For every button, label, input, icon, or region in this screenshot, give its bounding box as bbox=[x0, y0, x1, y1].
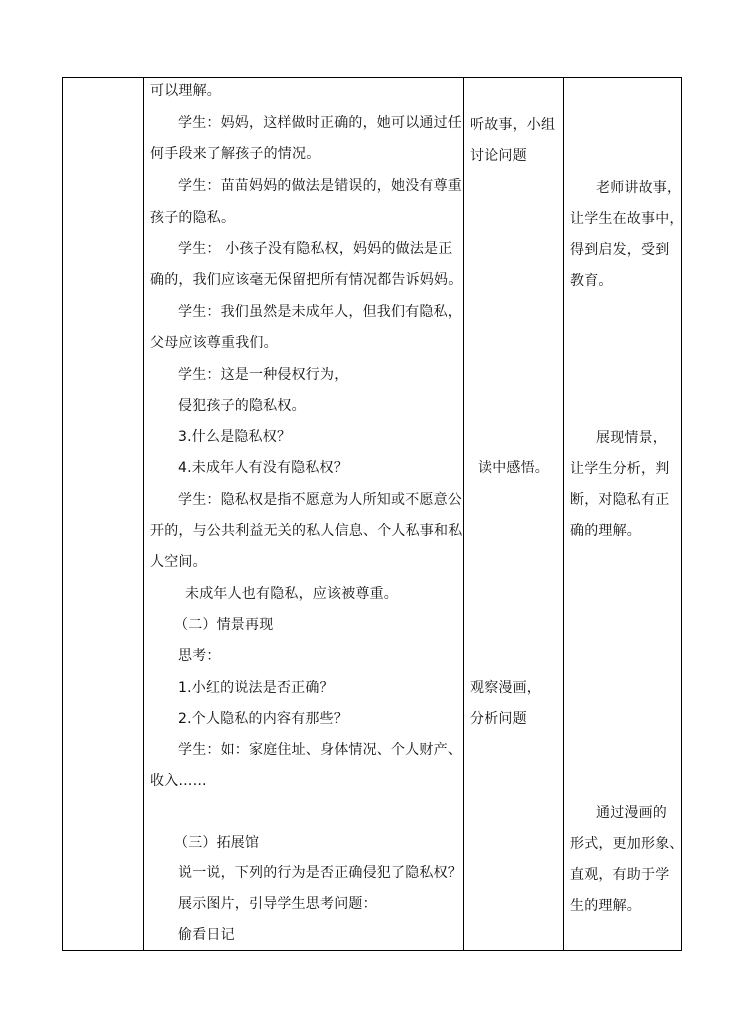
student-activity-cell bbox=[464, 78, 562, 950]
text-line: 1.小红的说法是否正确？ bbox=[178, 680, 334, 696]
text-line: 讨论问题 bbox=[470, 148, 527, 164]
text-line: 3.什么是隐私权？ bbox=[178, 429, 292, 445]
text-line: 直观，有助于学 bbox=[570, 867, 670, 883]
section-heading: （二）情景再现 bbox=[174, 617, 274, 633]
text-line: 得到启发，受到 bbox=[570, 242, 670, 258]
text-line: 未成年人也有隐私，应该被尊重。 bbox=[185, 586, 398, 602]
text-line: 确的，我们应该毫无保留把所有情况都告诉妈妈。 bbox=[150, 272, 463, 288]
text-line: 分析问题 bbox=[470, 711, 527, 727]
text-line: 收入…… bbox=[150, 773, 207, 789]
teaching-process-cell bbox=[144, 78, 462, 950]
text-line: 父母应该尊重我们。 bbox=[150, 335, 278, 351]
text-line: 可以理解。 bbox=[150, 83, 221, 99]
text-line: 学生： 小孩子没有隐私权，妈妈的做法是正 bbox=[178, 241, 453, 257]
text-line: 学生：妈妈，这样做时正确的，她可以通过任 bbox=[178, 115, 462, 131]
text-line: 学生：苗苗妈妈的做法是错误的，她没有尊重 bbox=[178, 178, 462, 194]
text-line: 偷看日记 bbox=[178, 927, 235, 943]
text-line: 开的，与公共利益无关的私人信息、个人私事和私 bbox=[150, 523, 463, 539]
text-line: 确的理解。 bbox=[570, 523, 641, 539]
design-intent-cell bbox=[564, 78, 682, 950]
text-line: 读中感悟。 bbox=[478, 460, 549, 476]
text-line: 何手段来了解孩子的情况。 bbox=[150, 146, 321, 162]
text-line: 孩子的隐私。 bbox=[150, 210, 236, 226]
text-line: 学生：我们虽然是未成年人，但我们有隐私， bbox=[178, 304, 462, 320]
text-line: 学生：这是一种侵权行为， bbox=[178, 367, 349, 383]
text-line: 教育。 bbox=[570, 273, 613, 289]
text-line: 学生：隐私权是指不愿意为人所知或不愿意公 bbox=[178, 492, 462, 508]
text-line: 断，对隐私有正 bbox=[570, 492, 670, 508]
text-line: 形式，更加形象、 bbox=[570, 836, 684, 852]
text-line: 听故事，小组 bbox=[470, 117, 556, 133]
section-heading: （三）拓展馆 bbox=[174, 835, 260, 851]
text-line: 展示图片，引导学生思考问题： bbox=[178, 896, 377, 912]
text-line: 生的理解。 bbox=[570, 898, 641, 914]
text-line: 人空间。 bbox=[150, 554, 207, 570]
lesson-plan-table bbox=[62, 77, 682, 951]
text-line: 思考： bbox=[178, 648, 221, 664]
text-line: 2.个人隐私的内容有那些？ bbox=[178, 711, 348, 727]
text-line: 学生：如：家庭住址、身体情况、个人财产、 bbox=[178, 742, 462, 758]
text-line: 4.未成年人有没有隐私权？ bbox=[178, 460, 348, 476]
text-line: 让学生在故事中， bbox=[570, 211, 684, 227]
text-line: 侵犯孩子的隐私权。 bbox=[178, 398, 306, 414]
text-line: 展现情景， bbox=[596, 430, 667, 446]
text-line: 通过漫画的 bbox=[596, 805, 667, 821]
text-line: 说一说，下列的行为是否正确侵犯了隐私权？ bbox=[178, 865, 462, 881]
text-line: 老师讲故事， bbox=[596, 180, 682, 196]
text-line: 让学生分析，判 bbox=[570, 461, 670, 477]
text-line: 观察漫画， bbox=[470, 680, 541, 696]
